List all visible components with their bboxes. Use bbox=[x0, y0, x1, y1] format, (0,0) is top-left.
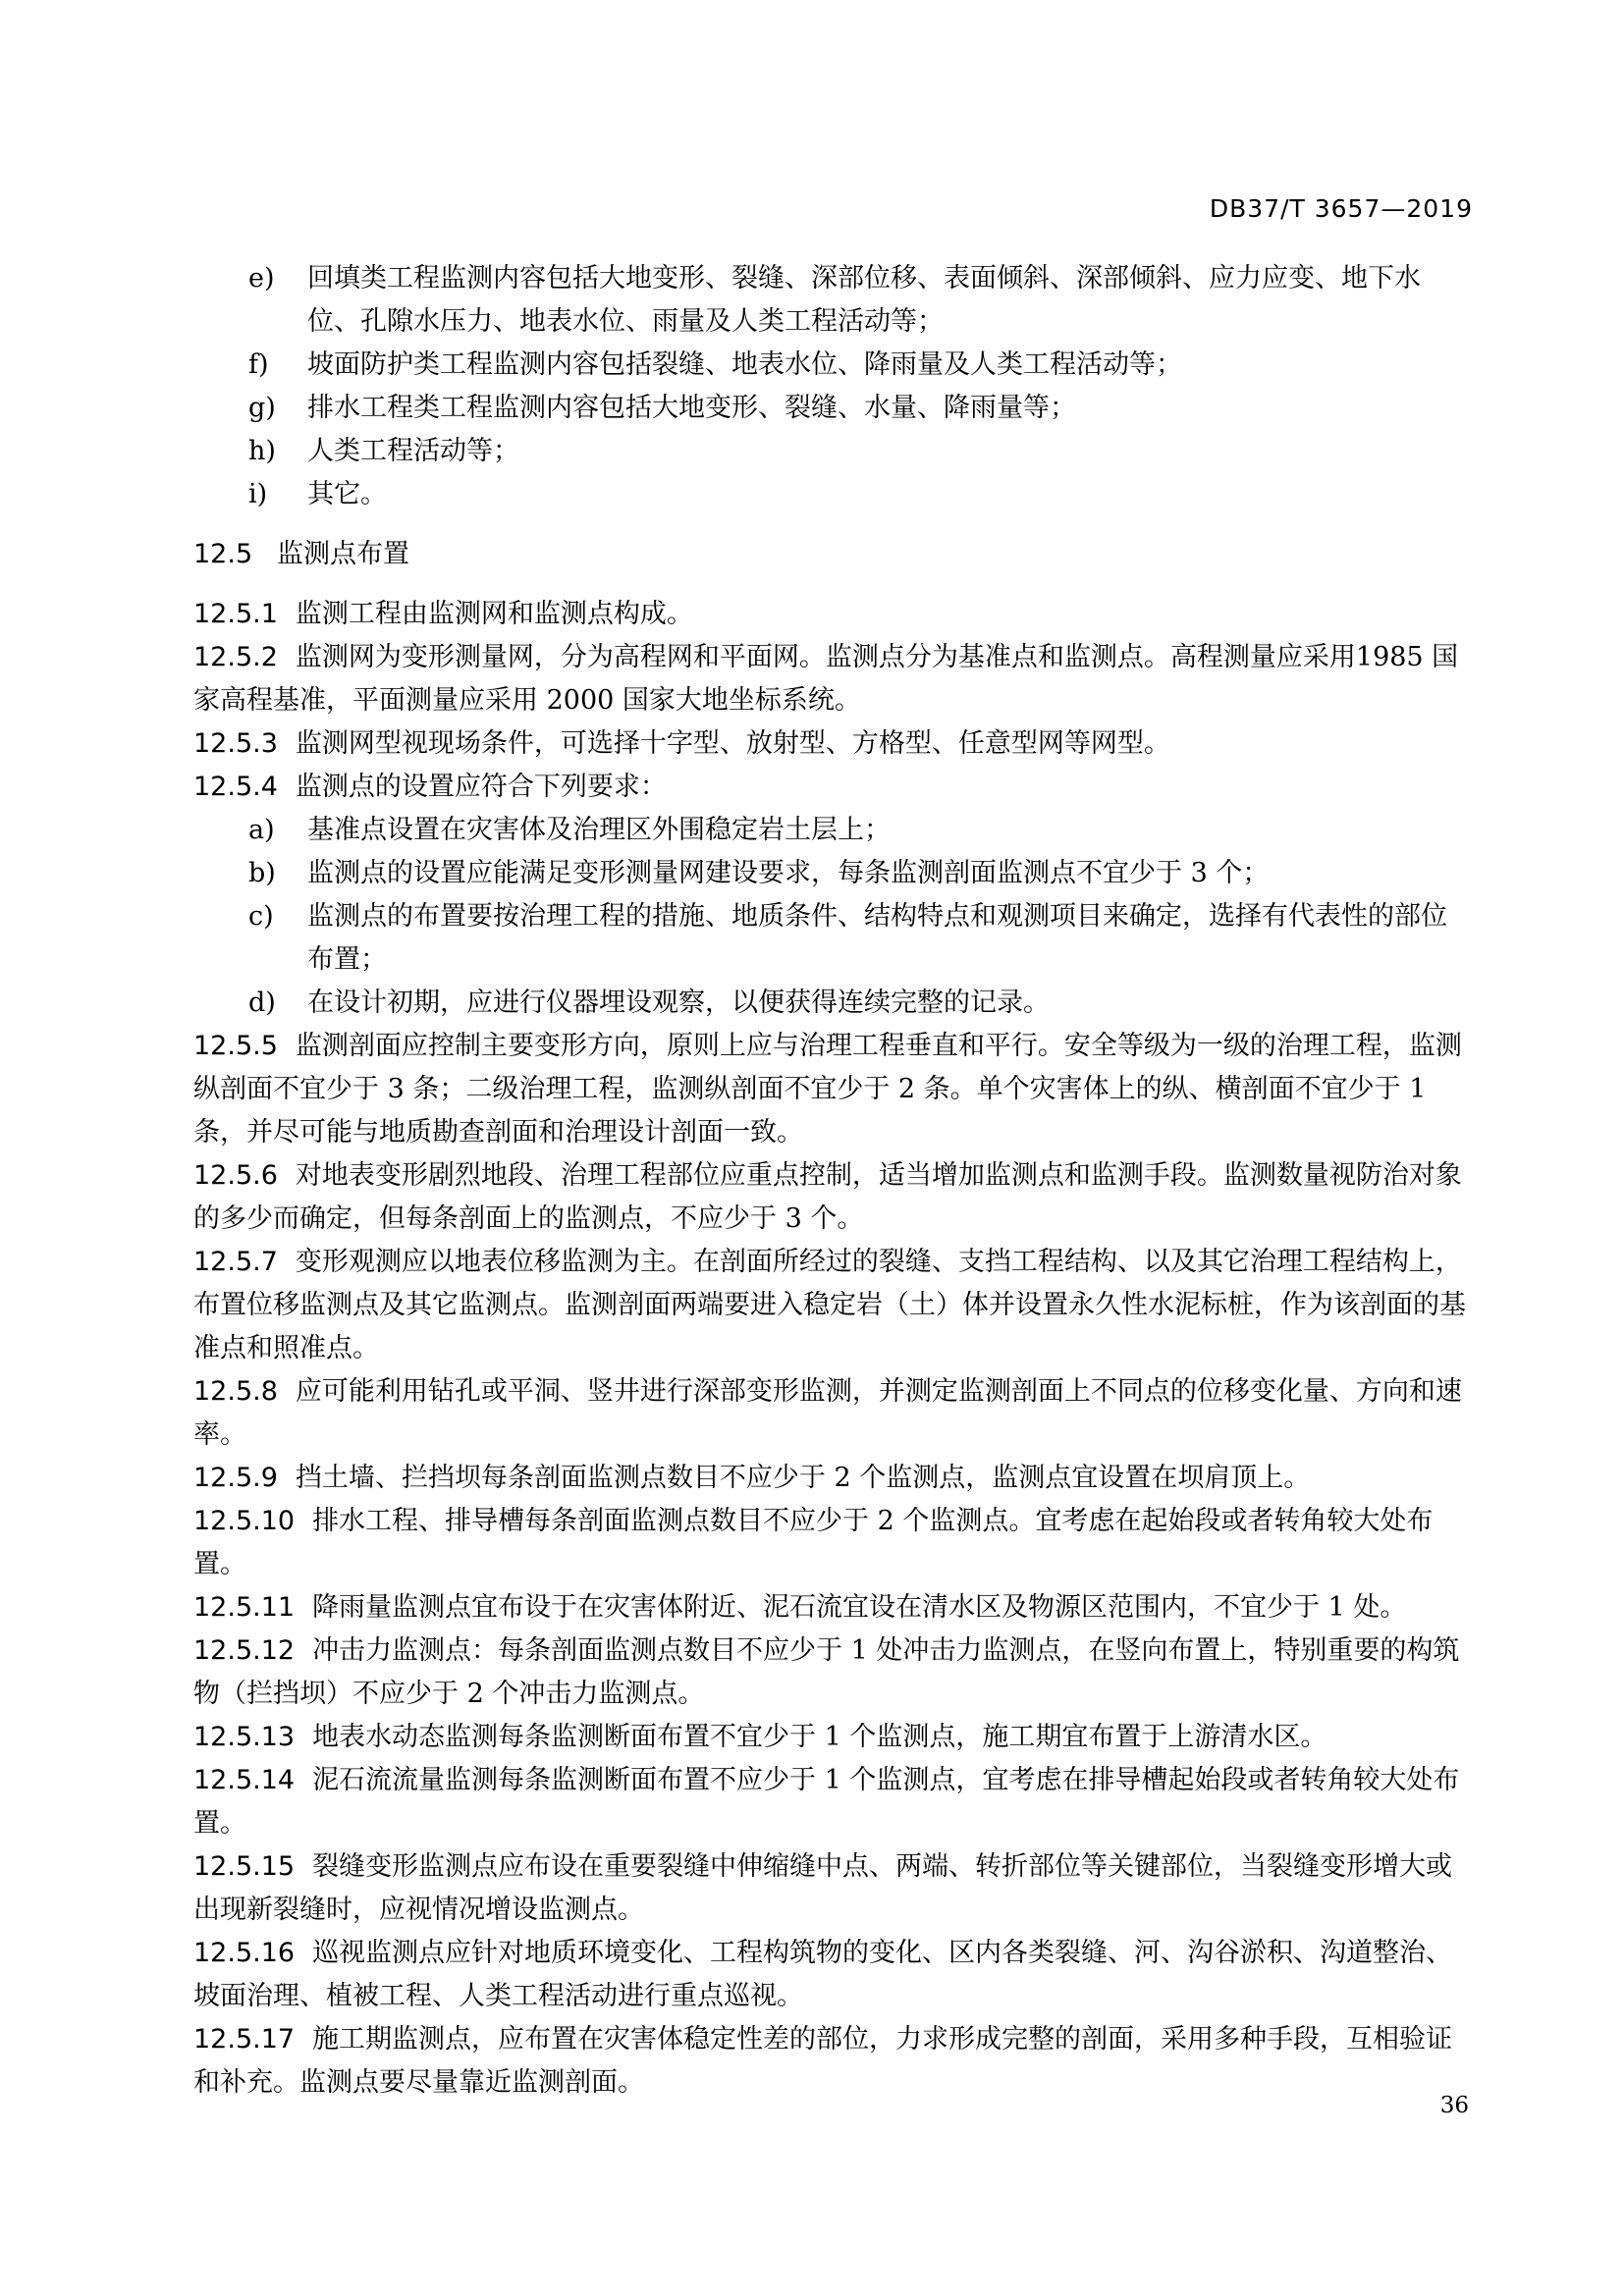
clause-text: 对地表变形剧烈地段、治理工程部位应重点控制，适当增加监测点和监测手段。监测数量视防治对象的多少而确定，但每条剖面上的监测点，不应少于 3 个。 bbox=[193, 1160, 1462, 1234]
list-a-to-d bbox=[193, 809, 1470, 1025]
list-text: 基准点设置在灾害体及治理区外围稳定岩土层上； bbox=[307, 815, 891, 845]
list-item bbox=[193, 895, 1470, 982]
clause-text: 监测点的设置应符合下列要求： bbox=[295, 772, 667, 802]
clause-text: 冲击力监测点：每条剖面监测点数目不应少于 1 处冲击力监测点，在竖向布置上，特别重要的构筑物（拦挡坝）不应少于 2 个冲击力监测点。 bbox=[193, 1635, 1460, 1709]
clause-number: 12.5.7 bbox=[193, 1247, 278, 1277]
list-text: 在设计初期，应进行仪器埋设观察，以便获得连续完整的记录。 bbox=[307, 988, 1050, 1018]
clause-number: 12.5.4 bbox=[193, 772, 278, 802]
clause bbox=[193, 1370, 1470, 1457]
clause-text: 地表水动态监测每条监测断面布置不宜少于 1 个监测点，施工期宜布置于上游清水区。 bbox=[312, 1722, 1327, 1752]
list-text: 排水工程类工程监测内容包括大地变形、裂缝、水量、降雨量等； bbox=[307, 393, 1076, 423]
list-text: 监测点的设置应能满足变形测量网建设要求，每条监测剖面监测点不宜少于 3 个； bbox=[307, 858, 1270, 888]
list-text: 回填类工程监测内容包括大地变形、裂缝、深部位移、表面倾斜、深部倾斜、应力应变、地下水位、孔隙水压力、地表水位、雨量及人类工程活动等； bbox=[307, 263, 1421, 337]
clause-text: 应可能利用钻孔或平洞、竖井进行深部变形监测，并测定监测剖面上不同点的位移变化量、方向和速率。 bbox=[193, 1376, 1462, 1450]
clause-number: 12.5.3 bbox=[193, 728, 278, 759]
clause-text: 监测剖面应控制主要变形方向，原则上应与治理工程垂直和平行。安全等级为一级的治理工程，监测纵剖面不宜少于 3 条；二级治理工程，监测纵剖面不宜少于 2 条。单个灾害体上的纵、横剖面不宜少于 1 条，并尽可能与地质勘查剖面和治理设计剖面一致。 bbox=[193, 1031, 1462, 1148]
clause-text: 变形观测应以地表位移监测为主。在剖面所经过的裂缝、支挡工程结构、以及其它治理工程结构上，布置位移监测点及其它监测点。监测剖面两端要进入稳定岩（土）体并设置永久性水泥标桩，作为该剖面的基准点和照准点。 bbox=[193, 1247, 1466, 1363]
clause-number: 12.5.9 bbox=[193, 1463, 278, 1493]
list-item bbox=[193, 257, 1470, 344]
list-text: 人类工程活动等； bbox=[307, 436, 519, 466]
list-item bbox=[193, 982, 1470, 1025]
clause bbox=[193, 766, 1470, 809]
list-marker: f) bbox=[248, 349, 269, 380]
clause bbox=[193, 1716, 1470, 1759]
list-marker: d) bbox=[248, 988, 276, 1018]
list-marker: a) bbox=[248, 815, 275, 845]
clause bbox=[193, 1759, 1470, 1845]
list-text: 监测点的布置要按治理工程的措施、地质条件、结构特点和观测项目来确定，选择有代表性的部位布置； bbox=[307, 901, 1447, 975]
clause-number: 12.5.17 bbox=[193, 2024, 296, 2055]
page-number: 36 bbox=[1439, 2093, 1469, 2118]
document-code: DB37/T 3657—2019 bbox=[1209, 194, 1473, 223]
clause-text: 泥石流流量监测每条监测断面布置不应少于 1 个监测点，宜考虑在排导槽起始段或者转角较大处布置。 bbox=[193, 1765, 1460, 1839]
clause-number: 12.5.11 bbox=[193, 1592, 296, 1623]
list-item bbox=[193, 473, 1470, 516]
clause-text: 监测网为变形测量网，分为高程网和平面网。监测点分为基准点和监测点。高程测量应采用1985 国家高程基准，平面测量应采用 2000 国家大地坐标系统。 bbox=[193, 642, 1459, 716]
clause-number: 12.5.16 bbox=[193, 1938, 296, 1968]
clause-text: 巡视监测点应针对地质环境变化、工程构筑物的变化、区内各类裂缝、河、沟谷淤积、沟道整治、坡面治理、植被工程、人类工程活动进行重点巡视。 bbox=[193, 1938, 1453, 2011]
clause-text: 监测网型视现场条件，可选择十字型、放射型、方格型、任意型网等网型。 bbox=[295, 728, 1170, 759]
clause bbox=[193, 2018, 1470, 2105]
clause-text: 施工期监测点，应布置在灾害体稳定性差的部位，力求形成完整的剖面，采用多种手段，互相验证和补充。监测点要尽量靠近监测剖面。 bbox=[193, 2024, 1453, 2098]
clause bbox=[193, 1500, 1470, 1586]
list-item bbox=[193, 344, 1470, 387]
section-heading bbox=[193, 524, 1470, 585]
list-marker: e) bbox=[248, 263, 275, 294]
clause-number: 12.5.14 bbox=[193, 1765, 296, 1795]
clause-number: 12.5.12 bbox=[193, 1635, 296, 1666]
clause-text: 排水工程、排导槽每条剖面监测点数目不应少于 2 个监测点。宜考虑在起始段或者转角较大处布置。 bbox=[193, 1506, 1434, 1579]
clause-number: 12.5.8 bbox=[193, 1376, 278, 1407]
list-marker: c) bbox=[248, 901, 274, 932]
document-body bbox=[193, 257, 1470, 2105]
clause-number: 12.5.10 bbox=[193, 1506, 296, 1536]
clause bbox=[193, 1629, 1470, 1716]
list-text: 坡面防护类工程监测内容包括裂缝、地表水位、降雨量及人类工程活动等； bbox=[307, 349, 1182, 380]
clause bbox=[193, 1457, 1470, 1500]
list-marker: g) bbox=[248, 393, 276, 423]
clause bbox=[193, 1586, 1470, 1629]
clause bbox=[193, 1845, 1470, 1932]
section-number: 12.5 bbox=[193, 539, 253, 569]
clause bbox=[193, 593, 1470, 636]
list-e-to-i bbox=[193, 257, 1470, 516]
clause-number: 12.5.13 bbox=[193, 1722, 296, 1752]
clause bbox=[193, 636, 1470, 722]
clause bbox=[193, 1025, 1470, 1154]
clause-number: 12.5.5 bbox=[193, 1031, 278, 1061]
list-text: 其它。 bbox=[307, 479, 387, 509]
list-item bbox=[193, 387, 1470, 430]
clause-text: 裂缝变形监测点应布设在重要裂缝中伸缩缝中点、两端、转折部位等关键部位，当裂缝变形增大或出现新裂缝时，应视情况增设监测点。 bbox=[193, 1851, 1453, 1925]
list-marker: h) bbox=[248, 436, 276, 466]
list-item bbox=[193, 430, 1470, 473]
clause bbox=[193, 1241, 1470, 1370]
list-item bbox=[193, 852, 1470, 895]
clause bbox=[193, 722, 1470, 766]
clause bbox=[193, 1932, 1470, 2018]
section-title: 监测点布置 bbox=[277, 539, 409, 569]
list-marker: b) bbox=[248, 858, 276, 888]
clause-text: 挡土墙、拦挡坝每条剖面监测点数目不应少于 2 个监测点，监测点宜设置在坝肩顶上。 bbox=[295, 1463, 1311, 1493]
list-marker: i) bbox=[248, 479, 268, 509]
clause-text: 监测工程由监测网和监测点构成。 bbox=[295, 599, 693, 629]
clause-text: 降雨量监测点宜布设于在灾害体附近、泥石流宜设在清水区及物源区范围内，不宜少于 1 处。 bbox=[312, 1592, 1407, 1623]
clause bbox=[193, 1154, 1470, 1241]
clause-number: 12.5.15 bbox=[193, 1851, 296, 1882]
clause-number: 12.5.1 bbox=[193, 599, 278, 629]
clause-number: 12.5.2 bbox=[193, 642, 278, 672]
list-item bbox=[193, 809, 1470, 852]
clause-number: 12.5.6 bbox=[193, 1160, 278, 1191]
